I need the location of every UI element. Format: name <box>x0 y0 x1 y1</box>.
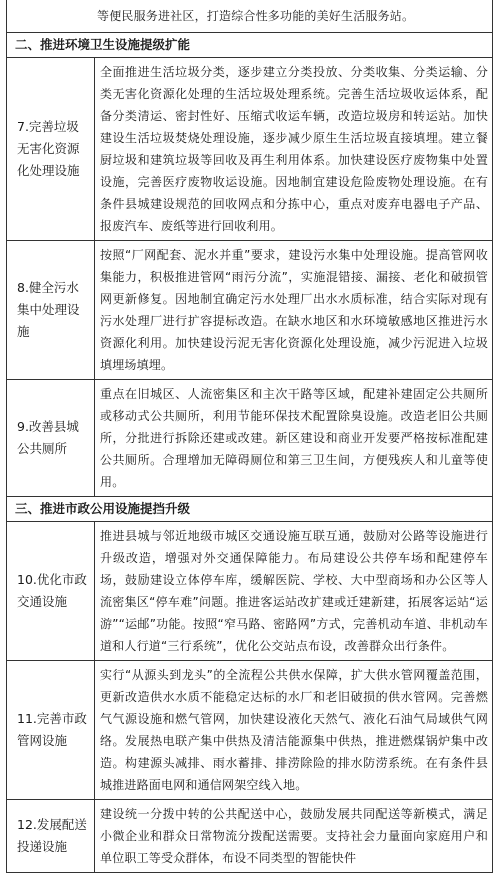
table-row <box>7 380 493 497</box>
table-row <box>7 241 493 380</box>
table-row <box>7 33 493 58</box>
document-table <box>6 0 492 865</box>
section-3-title: 三、推进市政公用设施提挡升级 <box>7 497 493 522</box>
item-11-label: 11.完善市政管网设施 <box>7 661 95 800</box>
table-row <box>7 522 493 661</box>
item-7-text: 全面推进生活垃圾分类，逐步建立分类投放、分类收集、分类运输、分类无害化资源化处理的生活垃圾处理系统。完善生活垃圾收运体系，配备分类清运、密封性好、压缩式收运车辆，改造垃圾房和转运站。加快建设生活垃圾焚烧处理设施，逐步减少原生生活垃圾直接填埋。建立餐厨垃圾和建筑垃圾等回收及再生利用体系。加快建设医疗废物集中处置设施，完善医疗废物收运设施。因地制宜建设危险废物处理设施。在有条件县城建设规范的回收网点和分拣中心，重点对废弃电器电子产品、报废汽车、废纸等进行回收利用。 <box>95 58 493 241</box>
item-12-label: 12.发展配送投递设施 <box>7 800 95 873</box>
section-2-title: 二、推进环境卫生设施提级扩能 <box>7 33 493 58</box>
item-11-text: 实行“从源头到龙头”的全流程公共供水保障，扩大供水管网覆盖范围，更新改造供水水质不能稳定达标的水厂和老旧破损的供水管网。完善燃气气源设施和燃气管网，加快建设液化天然气、液化石油气局域供气网络。发展热电联产集中供热及清洁能源集中供热，推进燃煤锅炉集中改造。构建源头减排、雨水蓄排、排涝除险的排水防涝系统。在有条件县城推进路面电网和通信网架空线入地。 <box>95 661 493 800</box>
table-row <box>7 661 493 800</box>
table-row <box>7 800 493 873</box>
intro-tail-text: 等便民服务进社区，打造综合性多功能的美好生活服务站。 <box>7 0 493 33</box>
item-8-text: 按照“厂网配套、泥水并重”要求，建设污水集中处理设施。提高管网收集能力，积极推进管网“雨污分流”，实施混错接、漏接、老化和破损管网更新修复。因地制宜确定污水处理厂出水水质标准，结合实际对现有污水处理厂进行扩容提标改造。在缺水地区和水环境敏感地区推进污水资源化利用。加快建设污泥无害化资源化处理设施，减少污泥进入垃圾填埋场填埋。 <box>95 241 493 380</box>
item-7-label: 7.完善垃圾无害化资源化处理设施 <box>7 58 95 241</box>
item-10-label: 10.优化市政交通设施 <box>7 522 95 661</box>
table-row <box>7 58 493 241</box>
table-row <box>7 497 493 522</box>
item-9-label: 9.改善县城公共厕所 <box>7 380 95 497</box>
table-row <box>7 0 493 33</box>
item-8-label: 8.健全污水集中处理设施 <box>7 241 95 380</box>
item-9-text: 重点在旧城区、人流密集区和主次干路等区域，配建补建固定公共厕所或移动式公共厕所，利用节能环保技术配置除臭设施。改造老旧公共厕所，分批进行拆除还建或改建。新区建设和商业开发要严格按标准配建公共厕所。合理增加无障碍厕位和第三卫生间，方便残疾人和儿童等使用。 <box>95 380 493 497</box>
item-10-text: 推进县城与邻近地级市城区交通设施互联互通，鼓励对公路等设施进行升级改造，增强对外交通保障能力。布局建设公共停车场和配建停车场，鼓励建设立体停车库，缓解医院、学校、大中型商场和办公区等人流密集区“停车难”问题。推进客运站改扩建或迁建新建，拓展客运站“运游”“运邮”功能。按照“窄马路、密路网”方式，完善机动车道、非机动车道和人行道“三行系统”，优化公交站点布设，改善群众出行条件。 <box>95 522 493 661</box>
item-12-text: 建设统一分拨中转的公共配送中心，鼓励发展共同配送等新模式，满足小微企业和群众日常物流分拨配送需要。支持社会力量面向家庭用户和单位职工等受众群体，布设不同类型的智能快件 <box>95 800 493 873</box>
